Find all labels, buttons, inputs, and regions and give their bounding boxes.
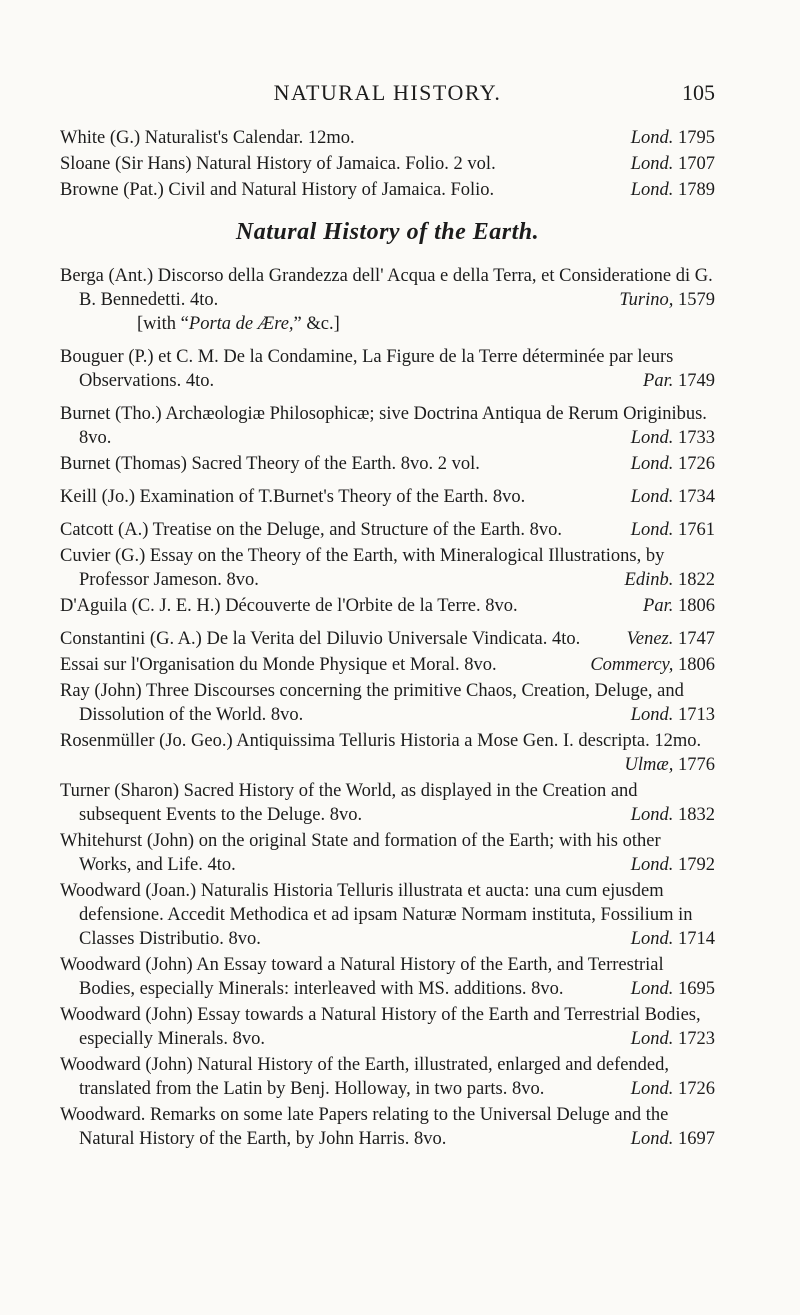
entry-text: Whitehurst (John) on the original State and formation of the Earth; with his other Works, and Life. 4to. <box>60 831 661 875</box>
running-head <box>60 80 715 110</box>
section-heading: Natural History of the Earth. <box>235 219 540 245</box>
entry-text: Woodward (John) An Essay toward a Natural History of the Earth, and Terrestrial Bodies, especially Minerals: interleaved with MS. additions. 8vo. <box>60 955 664 999</box>
page-number: 105 <box>682 80 715 105</box>
entry-imprint: Edinb. 1822 <box>624 570 715 590</box>
entry-text: Keill (Jo.) Examination of T.Burnet's Theory of the Earth. 8vo. <box>60 487 526 507</box>
entry-imprint: Lond. 1832 <box>630 805 715 825</box>
entry-text: Constantini (G. A.) De la Verita del Diluvio Universale Vindicata. 4to. <box>60 629 581 649</box>
entry-imprint: Commercy, 1806 <box>590 655 715 675</box>
entry-note: [with “Porta de Ære,” &c.] <box>137 314 340 334</box>
entry-imprint: Turino, 1579 <box>619 290 715 310</box>
entry-imprint: Lond. 1734 <box>630 487 715 507</box>
entry-imprint: Lond. 1761 <box>630 520 715 540</box>
entry-imprint: Lond. 1713 <box>630 705 715 725</box>
list-item <box>60 953 715 1001</box>
entry-text: Turner (Sharon) Sacred History of the World, as displayed in the Creation and subsequent Events to the Deluge. 8vo. <box>60 781 638 825</box>
entry-text: Cuvier (G.) Essay on the Theory of the Earth, with Mineralogical Illustrations, by Professor Jameson. 8vo. <box>60 546 665 590</box>
list-item <box>60 729 715 777</box>
entry-text: D'Aguila (C. J. E. H.) Découverte de l'Orbite de la Terre. 8vo. <box>60 596 518 616</box>
entry-imprint: Lond. 1789 <box>630 180 715 200</box>
list-item <box>60 152 715 176</box>
list-item <box>60 627 715 651</box>
catalogue-body <box>60 126 715 1153</box>
entry-text: White (G.) Naturalist's Calendar. 12mo. <box>60 128 355 148</box>
entry-text: Catcott (A.) Treatise on the Deluge, and Structure of the Earth. 8vo. <box>60 520 562 540</box>
entry-text: Sloane (Sir Hans) Natural History of Jamaica. Folio. 2 vol. <box>60 154 496 174</box>
list-item <box>60 1103 715 1151</box>
entry-text: Browne (Pat.) Civil and Natural History of Jamaica. Folio. <box>60 180 495 200</box>
entry-text: Rosenmüller (Jo. Geo.) Antiquissima Telluris Historia a Mose Gen. I. descripta. 12mo. <box>60 731 702 751</box>
list-item <box>60 518 715 542</box>
list-item <box>60 544 715 592</box>
list-item <box>60 485 715 509</box>
entry-imprint: Lond. 1707 <box>630 154 715 174</box>
list-item <box>60 452 715 476</box>
entry-text: Bouguer (P.) et C. M. De la Condamine, La Figure de la Terre déterminée par leurs Observations. 4to. <box>60 347 674 391</box>
list-item <box>60 879 715 951</box>
list-item <box>60 1053 715 1101</box>
entry-text: Berga (Ant.) Discorso della Grandezza dell' Acqua e della Terra, et Consideratione di G. B. Bennedetti. 4to. <box>60 266 713 310</box>
list-item <box>60 178 715 202</box>
entry-imprint: Lond. 1723 <box>630 1029 715 1049</box>
list-item <box>60 402 715 450</box>
entry-text: Burnet (Tho.) Archæologiæ Philosophicæ; sive Doctrina Antiqua de Rerum Originibus. 8vo. <box>60 404 707 448</box>
page-title: NATURAL HISTORY. <box>273 80 502 105</box>
entry-imprint: Lond. 1697 <box>630 1129 715 1149</box>
entry-text: Woodward (John) Essay towards a Natural History of the Earth and Terrestrial Bodies, especially Minerals. 8vo. <box>60 1005 701 1049</box>
entry-text: Burnet (Thomas) Sacred Theory of the Earth. 8vo. 2 vol. <box>60 454 480 474</box>
entry-imprint: Lond. 1795 <box>630 128 715 148</box>
entry-imprint: Par. 1806 <box>643 596 715 616</box>
entry-imprint: Lond. 1714 <box>630 929 715 949</box>
list-item <box>60 594 715 618</box>
entry-imprint: Lond. 1726 <box>630 454 715 474</box>
entry-text: Woodward (John) Natural History of the Earth, illustrated, enlarged and defended, translated from the Latin by Benj. Holloway, in two parts. 8vo. <box>60 1055 669 1099</box>
list-item <box>60 653 715 677</box>
entry-imprint: Ulmæ, 1776 <box>624 755 715 775</box>
entry-imprint: Lond. 1695 <box>630 979 715 999</box>
entry-text: Woodward. Remarks on some late Papers relating to the Universal Deluge and the Natural History of the Earth, by John Harris. 8vo. <box>60 1105 669 1149</box>
entry-imprint: Par. 1749 <box>643 371 715 391</box>
entry-text: Ray (John) Three Discourses concerning the primitive Chaos, Creation, Deluge, and Dissolution of the World. 8vo. <box>60 681 684 725</box>
list-item <box>60 345 715 393</box>
entry-text: Woodward (Joan.) Naturalis Historia Telluris illustrata et aucta: una cum ejusdem defensione. Accedit Methodica et ad ipsam Naturæ Normam instituta, Fossilium in Classes Distributio. 8vo. <box>60 881 693 949</box>
entry-text: Essai sur l'Organisation du Monde Physique et Moral. 8vo. <box>60 655 497 675</box>
entry-imprint: Lond. 1733 <box>630 428 715 448</box>
list-item <box>60 679 715 727</box>
list-item <box>60 126 715 150</box>
list-item <box>60 779 715 827</box>
list-item <box>60 829 715 877</box>
list-item <box>60 1003 715 1051</box>
entry-imprint: Lond. 1726 <box>630 1079 715 1099</box>
list-item <box>60 264 715 336</box>
entry-imprint: Lond. 1792 <box>630 855 715 875</box>
entry-imprint: Venez. 1747 <box>626 629 715 649</box>
